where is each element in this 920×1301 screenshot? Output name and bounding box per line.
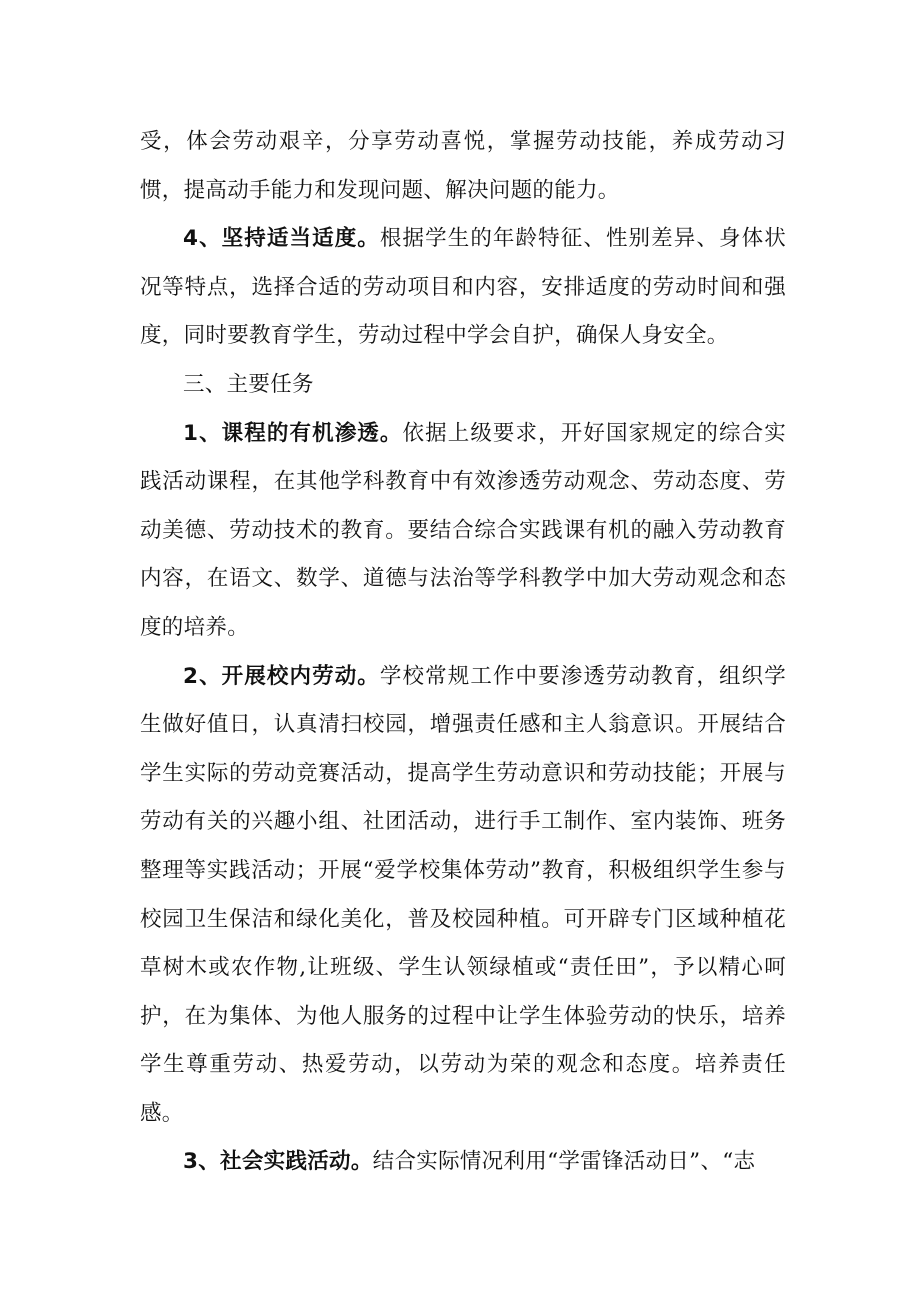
document-body (140, 118, 786, 1187)
paragraph-lead: 2、开展校内劳动。 (183, 663, 380, 689)
paragraph-text: 学校常规工作中要渗透劳动教育，组织学生做好值日，认真清扫校园，增强责任感和主人翁意识。开展结合学生实际的劳动竞赛活动，提高学生劳动意识和劳动技能；开展与劳动有关的兴趣小组、社团活动，进行手工制作、室内装饰、班务整理等实践活动；开展“爱学校集体劳动”教育，积极组织学生参与校园卫生保洁和绿化美化，普及校园种植。可开辟专门区域种植花草树木或农作物,让班级、学生认领绿植或“责任田”，予以精心呵护，在为集体、为他人服务的过程中让学生体验劳动的快乐，培养学生尊重劳动、热爱劳动，以劳动为荣的观念和态度。培养责任感。 (140, 663, 786, 1126)
paragraph-text: 依据上级要求，开好国家规定的综合实践活动课程，在其他学科教育中有效渗透劳动观念、劳动态度、劳动美德、劳动技术的教育。要结合综合实践课有机的融入劳动教育内容，在语文、数学、道德与法治等学科教学中加大劳动观念和态度的培养。 (140, 420, 786, 640)
continued-paragraph (140, 118, 786, 215)
paragraph-lead: 1、课程的有机渗透。 (183, 420, 403, 446)
principle-4-paragraph (140, 215, 786, 361)
paragraph-text: 结合实际情况利用“学雷锋活动日”、“志 (372, 1149, 756, 1175)
task-1-paragraph (140, 410, 786, 653)
paragraph-text: 根据学生的年龄特征、性别差异、身体状况等特点，选择合适的劳动项目和内容，安排适度的劳动时间和强度，同时要教育学生，劳动过程中学会自护，确保人身安全。 (140, 226, 786, 349)
paragraph-lead: 4、坚持适当适度。 (183, 226, 380, 252)
paragraph-text: 受，体会劳动艰辛，分享劳动喜悦，掌握劳动技能，养成劳动习惯，提高动手能力和发现问题、解决问题的能力。 (140, 129, 786, 203)
paragraph-lead: 3、社会实践活动。 (183, 1149, 373, 1175)
task-2-paragraph (140, 653, 786, 1139)
section-heading: 三、主要任务 (183, 371, 314, 397)
task-3-paragraph (140, 1138, 786, 1187)
